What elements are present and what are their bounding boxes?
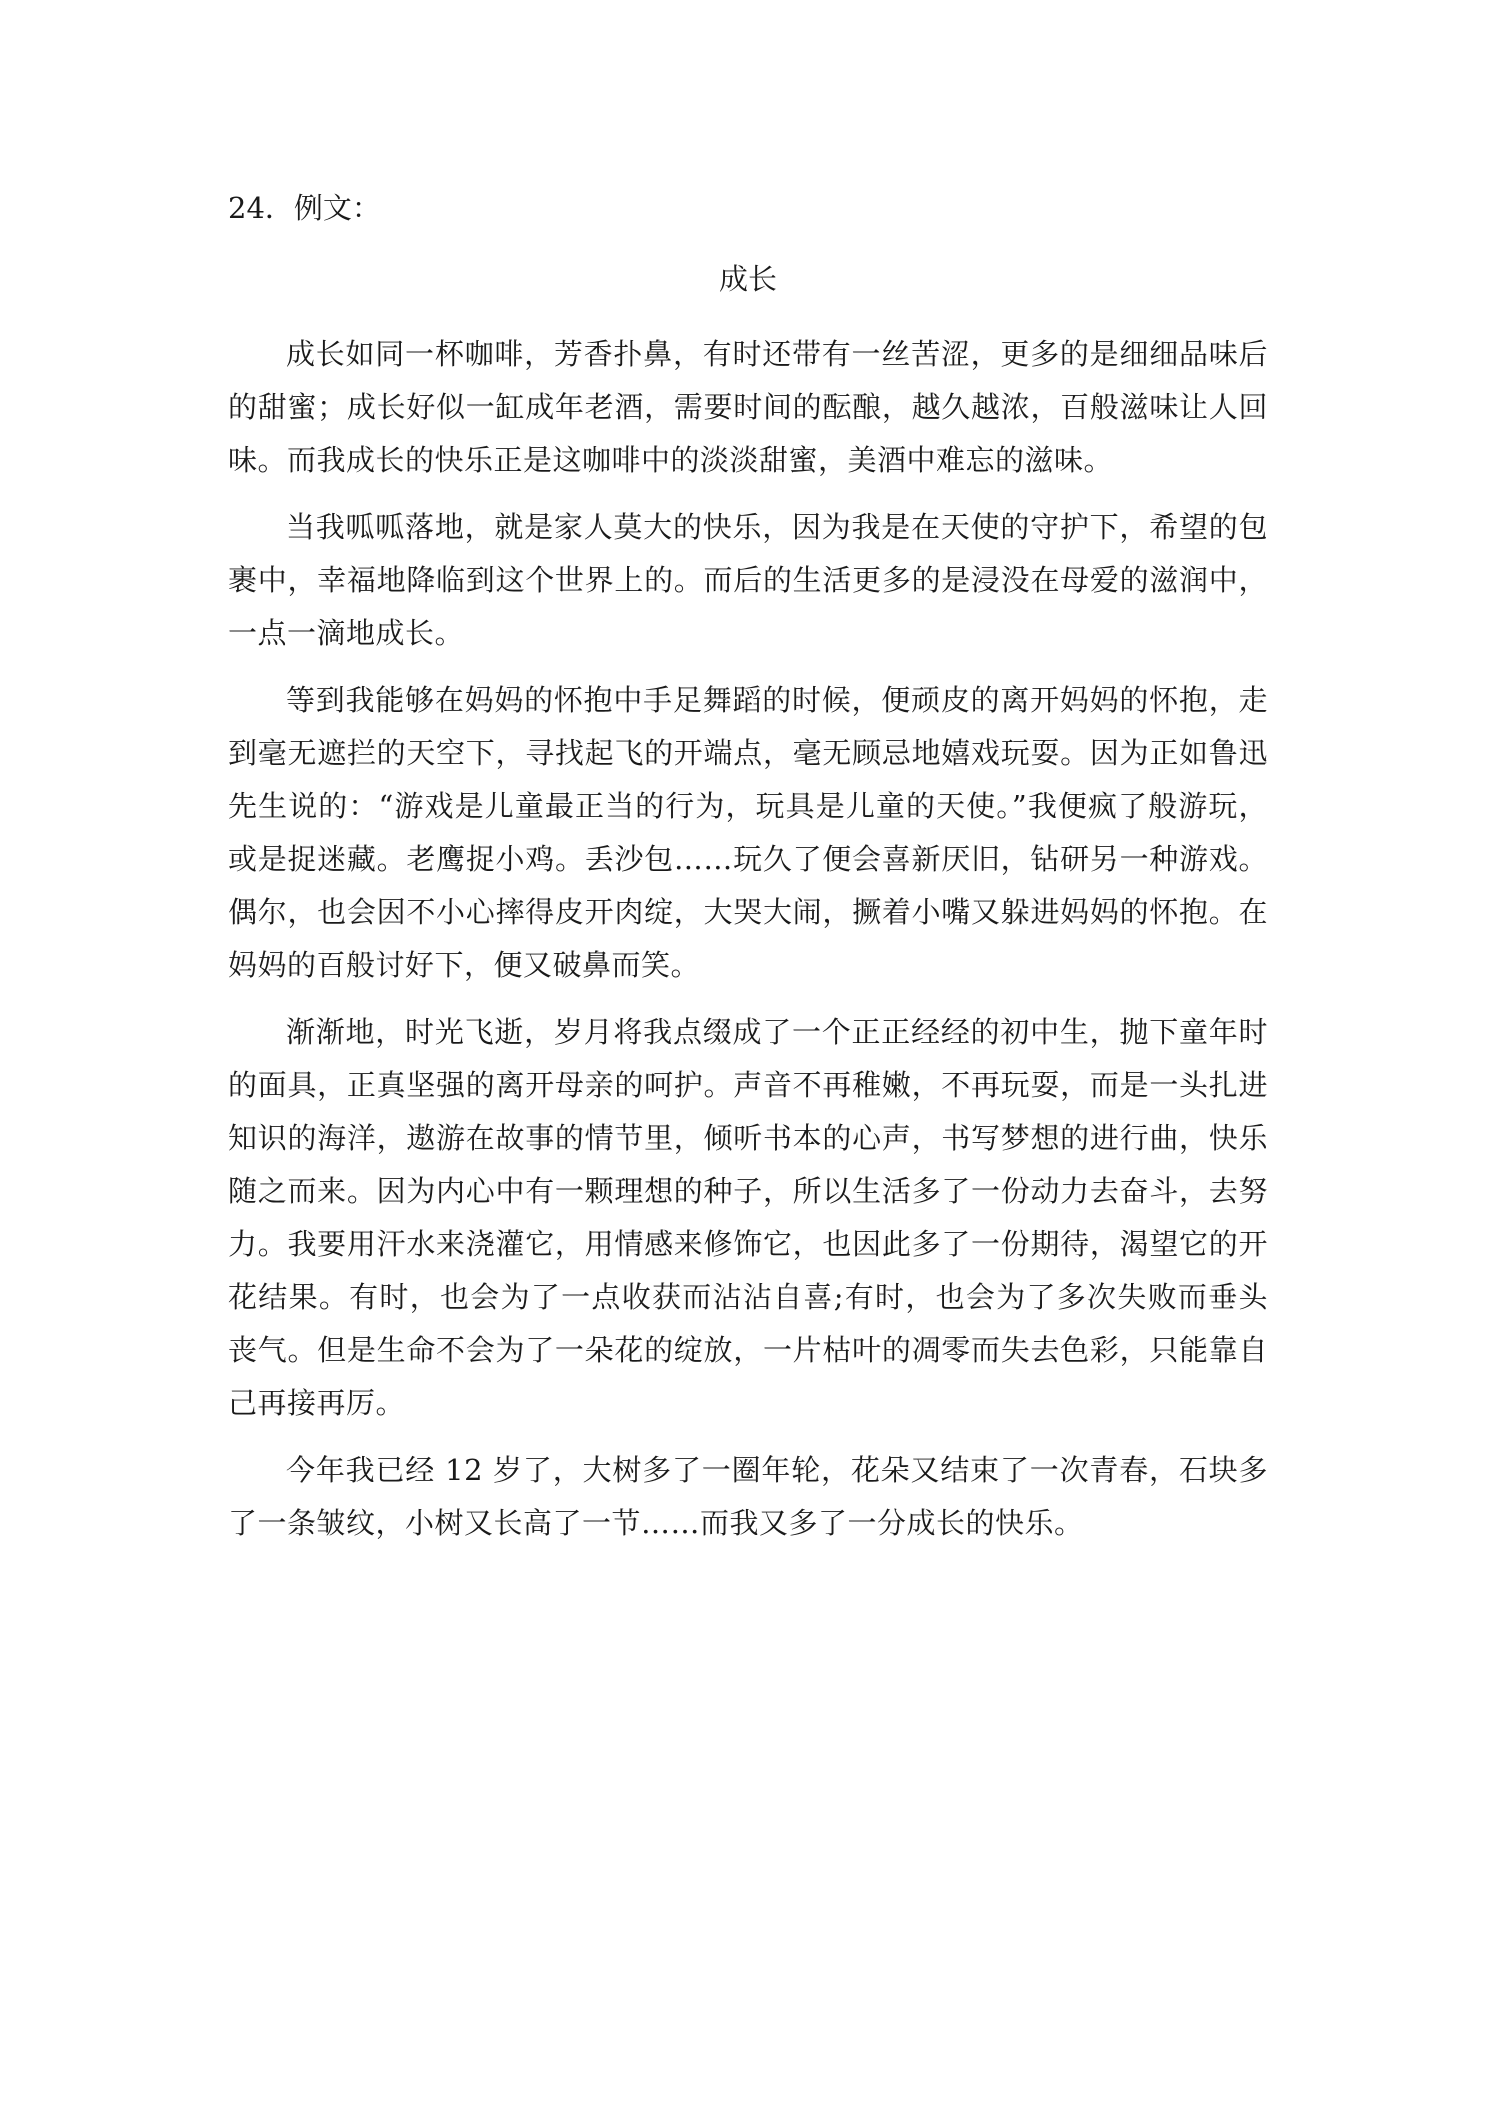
question-number-heading: 24．例文： <box>228 191 381 225</box>
paragraph-4: 渐渐地，时光飞逝，岁月将我点缀成了一个正正经经的初中生，抛下童年时的面具，正真坚强的离开母亲的呵护。声音不再稚嫩，不再玩耍，而是一头扎进知识的海洋，遨游在故事的情节里，倾听书本的心声，书写梦想的进行曲，快乐随之而来。因为内心中有一颗理想的种子，所以生活多了一份动力去奋斗，去努力。我要用汗水来浇灌它，用情感来修饰它，也因此多了一份期待，渴望它的开花结果。有时，也会为了一点收获而沾沾自喜;有时，也会为了多次失败而垂头丧气。但是生命不会为了一朵花的绽放，一片枯叶的凋零而失去色彩，只能靠自己再接再厉。 <box>228 1015 1268 1420</box>
paragraph-3: 等到我能够在妈妈的怀抱中手足舞蹈的时候，便顽皮的离开妈妈的怀抱，走到毫无遮拦的天空下，寻找起飞的开端点，毫无顾忌地嬉戏玩耍。因为正如鲁迅先生说的：“游戏是儿童最正当的行为，玩具是儿童的天使。”我便疯了般游玩，或是捉迷藏。老鹰捉小鸡。丢沙包……玩久了便会喜新厌旧，钻研另一种游戏。偶尔，也会因不小心摔得皮开肉绽，大哭大闹，撅着小嘴又躲进妈妈的怀抱。在妈妈的百般讨好下，便又破鼻而笑。 <box>228 683 1268 982</box>
paragraph-2: 当我呱呱落地，就是家人莫大的快乐，因为我是在天使的守护下，希望的包裹中，幸福地降临到这个世界上的。而后的生活更多的是浸没在母爱的滋润中，一点一滴地成长。 <box>228 510 1268 650</box>
paragraph-5: 今年我已经 12 岁了，大树多了一圈年轮，花朵又结束了一次青春，石块多了一条皱纹，小树又长高了一节……而我又多了一分成长的快乐。 <box>228 1453 1268 1540</box>
essay-title: 成长 <box>718 262 777 296</box>
essay-body <box>228 186 1268 1564</box>
paragraph-1: 成长如同一杯咖啡，芳香扑鼻，有时还带有一丝苦涩，更多的是细细品味后的甜蜜；成长好似一缸成年老酒，需要时间的酝酿，越久越浓，百般滋味让人回味。而我成长的快乐正是这咖啡中的淡淡甜蜜，美酒中难忘的滋味。 <box>228 337 1268 477</box>
